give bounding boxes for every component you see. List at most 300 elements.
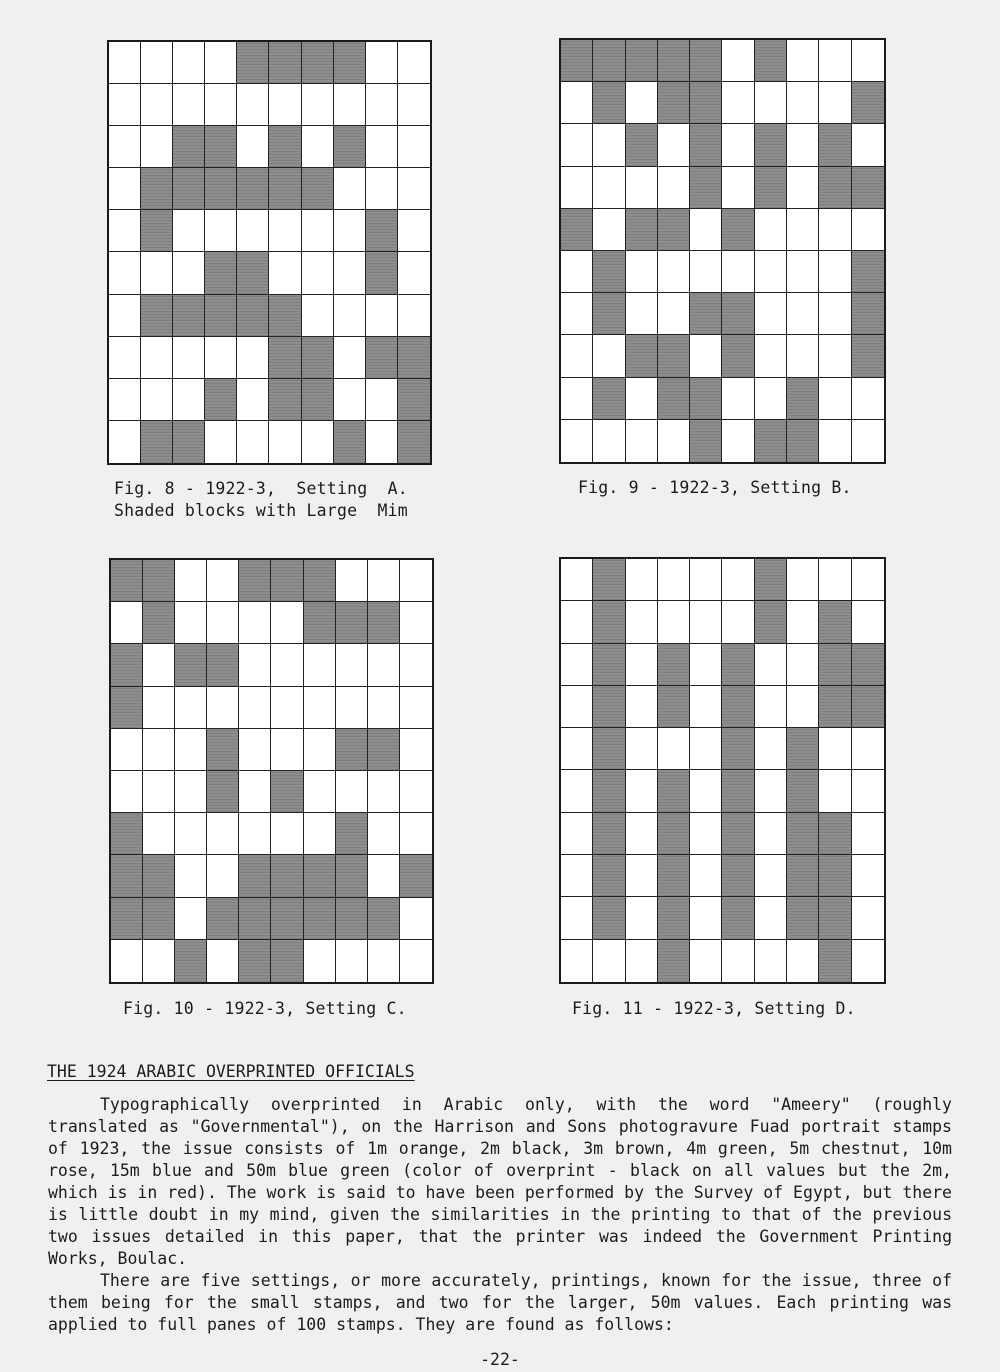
blank-block bbox=[690, 601, 722, 643]
blank-block bbox=[205, 42, 237, 84]
shaded-block bbox=[207, 644, 239, 686]
blank-block bbox=[334, 337, 366, 379]
blank-block bbox=[304, 771, 336, 813]
blank-block bbox=[755, 293, 787, 335]
blank-block bbox=[207, 940, 239, 982]
blank-block bbox=[755, 82, 787, 124]
blank-block bbox=[593, 209, 625, 251]
shaded-block bbox=[366, 210, 398, 252]
blank-block bbox=[658, 293, 690, 335]
shaded-block bbox=[658, 770, 690, 812]
blank-block bbox=[755, 378, 787, 420]
blank-block bbox=[852, 940, 884, 982]
blank-block bbox=[302, 84, 334, 126]
blank-block bbox=[239, 729, 271, 771]
shaded-block bbox=[237, 252, 269, 294]
setting-grid bbox=[107, 40, 432, 465]
setting-grid bbox=[559, 38, 886, 464]
shaded-block bbox=[658, 82, 690, 124]
blank-block bbox=[755, 770, 787, 812]
blank-block bbox=[626, 601, 658, 643]
blank-block bbox=[336, 771, 368, 813]
blank-block bbox=[690, 813, 722, 855]
shaded-block bbox=[626, 335, 658, 377]
shaded-block bbox=[143, 560, 175, 602]
blank-block bbox=[366, 379, 398, 421]
shaded-block bbox=[561, 209, 593, 251]
blank-block bbox=[400, 813, 432, 855]
shaded-block bbox=[658, 40, 690, 82]
blank-block bbox=[175, 771, 207, 813]
shaded-block bbox=[658, 209, 690, 251]
shaded-block bbox=[398, 337, 430, 379]
blank-block bbox=[658, 728, 690, 770]
blank-block bbox=[173, 252, 205, 294]
shaded-block bbox=[269, 379, 301, 421]
shaded-block bbox=[658, 855, 690, 897]
blank-block bbox=[111, 940, 143, 982]
shaded-block bbox=[755, 601, 787, 643]
shaded-block bbox=[271, 940, 303, 982]
blank-block bbox=[109, 42, 141, 84]
blank-block bbox=[269, 210, 301, 252]
blank-block bbox=[207, 855, 239, 897]
blank-block bbox=[561, 82, 593, 124]
blank-block bbox=[205, 421, 237, 463]
blank-block bbox=[336, 940, 368, 982]
blank-block bbox=[658, 124, 690, 166]
paragraph: Typographically overprinted in Arabic only, with the word "Ameery" (roughly translated as "Governmental"), on the Harrison and Sons photogravure Fuad portrait stamps of 1923, the issue consists of 1m orange, 2m black, 3m brown, 4m green, 5m chestnut, 10m rose, 15m blue and 50m blue green (color of overprint - black on all values but the 2m, which is in red). The work is said to have been performed by the Survey of Egypt, but there is little doubt in my mind, given the similarities in the printing to that of the previous two issues detailed in this paper, that the printer was indeed the Government Printing Works, Boulac. bbox=[48, 1095, 952, 1268]
shaded-block bbox=[787, 770, 819, 812]
shaded-block bbox=[111, 813, 143, 855]
shaded-block bbox=[593, 293, 625, 335]
shaded-block bbox=[852, 167, 884, 209]
shaded-block bbox=[141, 210, 173, 252]
setting-grid bbox=[559, 557, 886, 984]
blank-block bbox=[626, 686, 658, 728]
blank-block bbox=[334, 252, 366, 294]
blank-block bbox=[852, 124, 884, 166]
blank-block bbox=[561, 420, 593, 462]
shaded-block bbox=[269, 126, 301, 168]
figure-caption: Fig. 10 - 1922-3, Setting C. bbox=[123, 999, 407, 1018]
blank-block bbox=[336, 644, 368, 686]
blank-block bbox=[722, 40, 754, 82]
shaded-block bbox=[271, 898, 303, 940]
blank-block bbox=[852, 420, 884, 462]
blank-block bbox=[237, 84, 269, 126]
shaded-block bbox=[173, 295, 205, 337]
blank-block bbox=[755, 728, 787, 770]
shaded-block bbox=[819, 124, 851, 166]
blank-block bbox=[593, 167, 625, 209]
blank-block bbox=[400, 729, 432, 771]
blank-block bbox=[173, 42, 205, 84]
blank-block bbox=[819, 728, 851, 770]
shaded-block bbox=[722, 728, 754, 770]
shaded-block bbox=[304, 898, 336, 940]
blank-block bbox=[561, 167, 593, 209]
blank-block bbox=[626, 940, 658, 982]
shaded-block bbox=[239, 898, 271, 940]
shaded-block bbox=[237, 295, 269, 337]
shaded-block bbox=[398, 421, 430, 463]
blank-block bbox=[141, 126, 173, 168]
blank-block bbox=[269, 84, 301, 126]
blank-block bbox=[626, 378, 658, 420]
blank-block bbox=[398, 210, 430, 252]
blank-block bbox=[819, 378, 851, 420]
blank-block bbox=[366, 421, 398, 463]
blank-block bbox=[658, 167, 690, 209]
blank-block bbox=[239, 644, 271, 686]
shaded-block bbox=[207, 898, 239, 940]
blank-block bbox=[368, 940, 400, 982]
blank-block bbox=[368, 644, 400, 686]
blank-block bbox=[143, 940, 175, 982]
blank-block bbox=[237, 421, 269, 463]
blank-block bbox=[271, 729, 303, 771]
shaded-block bbox=[722, 855, 754, 897]
blank-block bbox=[336, 687, 368, 729]
shaded-block bbox=[658, 940, 690, 982]
shaded-block bbox=[173, 126, 205, 168]
blank-block bbox=[561, 251, 593, 293]
blank-block bbox=[690, 897, 722, 939]
blank-block bbox=[561, 124, 593, 166]
shaded-block bbox=[626, 209, 658, 251]
blank-block bbox=[143, 771, 175, 813]
blank-block bbox=[593, 940, 625, 982]
blank-block bbox=[852, 728, 884, 770]
page-number: -22- bbox=[480, 1350, 520, 1369]
blank-block bbox=[787, 209, 819, 251]
shaded-block bbox=[400, 855, 432, 897]
blank-block bbox=[593, 420, 625, 462]
blank-block bbox=[787, 167, 819, 209]
blank-block bbox=[141, 337, 173, 379]
blank-block bbox=[626, 82, 658, 124]
blank-block bbox=[561, 897, 593, 939]
blank-block bbox=[143, 687, 175, 729]
blank-block bbox=[366, 168, 398, 210]
blank-block bbox=[626, 293, 658, 335]
shaded-block bbox=[205, 126, 237, 168]
blank-block bbox=[690, 644, 722, 686]
blank-block bbox=[366, 84, 398, 126]
blank-block bbox=[626, 813, 658, 855]
shaded-block bbox=[205, 252, 237, 294]
blank-block bbox=[334, 168, 366, 210]
shaded-block bbox=[304, 560, 336, 602]
blank-block bbox=[755, 251, 787, 293]
figure-caption: Fig. 11 - 1922-3, Setting D. bbox=[572, 999, 856, 1018]
shaded-block bbox=[336, 898, 368, 940]
blank-block bbox=[690, 209, 722, 251]
shaded-block bbox=[175, 644, 207, 686]
blank-block bbox=[561, 601, 593, 643]
blank-block bbox=[109, 126, 141, 168]
shaded-block bbox=[336, 855, 368, 897]
blank-block bbox=[400, 644, 432, 686]
blank-block bbox=[175, 729, 207, 771]
shaded-block bbox=[239, 560, 271, 602]
figure-caption: Fig. 9 - 1922-3, Setting B. bbox=[578, 478, 852, 497]
shaded-block bbox=[334, 126, 366, 168]
shaded-block bbox=[143, 855, 175, 897]
shaded-block bbox=[852, 644, 884, 686]
blank-block bbox=[239, 813, 271, 855]
shaded-block bbox=[755, 167, 787, 209]
blank-block bbox=[852, 559, 884, 601]
shaded-block bbox=[852, 82, 884, 124]
shaded-block bbox=[111, 560, 143, 602]
blank-block bbox=[269, 421, 301, 463]
blank-block bbox=[400, 898, 432, 940]
blank-block bbox=[561, 378, 593, 420]
blank-block bbox=[787, 644, 819, 686]
blank-block bbox=[400, 602, 432, 644]
blank-block bbox=[787, 251, 819, 293]
shaded-block bbox=[205, 168, 237, 210]
shaded-block bbox=[755, 420, 787, 462]
blank-block bbox=[787, 601, 819, 643]
blank-block bbox=[205, 84, 237, 126]
section-heading: THE 1924 ARABIC OVERPRINTED OFFICIALS bbox=[47, 1062, 415, 1081]
shaded-block bbox=[722, 686, 754, 728]
blank-block bbox=[561, 728, 593, 770]
shaded-block bbox=[690, 293, 722, 335]
blank-block bbox=[398, 252, 430, 294]
blank-block bbox=[109, 252, 141, 294]
shaded-block bbox=[722, 813, 754, 855]
shaded-block bbox=[787, 378, 819, 420]
shaded-block bbox=[787, 420, 819, 462]
blank-block bbox=[722, 167, 754, 209]
shaded-block bbox=[593, 559, 625, 601]
blank-block bbox=[304, 813, 336, 855]
blank-block bbox=[366, 295, 398, 337]
shaded-block bbox=[173, 421, 205, 463]
shaded-block bbox=[271, 771, 303, 813]
blank-block bbox=[271, 813, 303, 855]
shaded-block bbox=[205, 295, 237, 337]
shaded-block bbox=[269, 42, 301, 84]
blank-block bbox=[398, 126, 430, 168]
blank-block bbox=[787, 293, 819, 335]
blank-block bbox=[400, 771, 432, 813]
blank-block bbox=[207, 687, 239, 729]
shaded-block bbox=[690, 40, 722, 82]
blank-block bbox=[207, 560, 239, 602]
paragraph: There are five settings, or more accurately, printings, known for the issue, three of them being for the small stamps, and two for the larger, 50m values. Each printing was applied to full panes of 100 stamps. They are found as follows: bbox=[48, 1271, 952, 1334]
shaded-block bbox=[368, 602, 400, 644]
blank-block bbox=[141, 379, 173, 421]
shaded-block bbox=[658, 897, 690, 939]
blank-block bbox=[626, 251, 658, 293]
blank-block bbox=[143, 644, 175, 686]
blank-block bbox=[561, 940, 593, 982]
blank-block bbox=[302, 252, 334, 294]
shaded-block bbox=[269, 295, 301, 337]
blank-block bbox=[304, 729, 336, 771]
blank-block bbox=[239, 687, 271, 729]
shaded-block bbox=[334, 42, 366, 84]
shaded-block bbox=[787, 728, 819, 770]
blank-block bbox=[819, 420, 851, 462]
blank-block bbox=[368, 560, 400, 602]
shaded-block bbox=[239, 940, 271, 982]
blank-block bbox=[819, 209, 851, 251]
blank-block bbox=[787, 559, 819, 601]
shaded-block bbox=[205, 379, 237, 421]
shaded-block bbox=[302, 379, 334, 421]
shaded-block bbox=[111, 687, 143, 729]
blank-block bbox=[175, 687, 207, 729]
shaded-block bbox=[626, 124, 658, 166]
blank-block bbox=[334, 84, 366, 126]
blank-block bbox=[561, 813, 593, 855]
shaded-block bbox=[593, 378, 625, 420]
blank-block bbox=[111, 602, 143, 644]
blank-block bbox=[690, 728, 722, 770]
blank-block bbox=[819, 251, 851, 293]
shaded-block bbox=[755, 124, 787, 166]
blank-block bbox=[304, 940, 336, 982]
blank-block bbox=[400, 560, 432, 602]
blank-block bbox=[626, 897, 658, 939]
shaded-block bbox=[207, 771, 239, 813]
blank-block bbox=[787, 124, 819, 166]
blank-block bbox=[398, 42, 430, 84]
shaded-block bbox=[755, 559, 787, 601]
blank-block bbox=[755, 335, 787, 377]
shaded-block bbox=[302, 168, 334, 210]
blank-block bbox=[852, 378, 884, 420]
blank-block bbox=[722, 82, 754, 124]
blank-block bbox=[722, 378, 754, 420]
shaded-block bbox=[237, 42, 269, 84]
blank-block bbox=[368, 687, 400, 729]
blank-block bbox=[658, 251, 690, 293]
shaded-block bbox=[787, 813, 819, 855]
blank-block bbox=[111, 729, 143, 771]
blank-block bbox=[561, 559, 593, 601]
shaded-block bbox=[819, 897, 851, 939]
blank-block bbox=[207, 813, 239, 855]
blank-block bbox=[787, 940, 819, 982]
blank-block bbox=[336, 560, 368, 602]
shaded-block bbox=[755, 40, 787, 82]
blank-block bbox=[334, 295, 366, 337]
shaded-block bbox=[852, 251, 884, 293]
shaded-block bbox=[336, 813, 368, 855]
blank-block bbox=[658, 601, 690, 643]
blank-block bbox=[690, 559, 722, 601]
blank-block bbox=[366, 126, 398, 168]
blank-block bbox=[302, 210, 334, 252]
shaded-block bbox=[593, 855, 625, 897]
blank-block bbox=[561, 335, 593, 377]
blank-block bbox=[819, 40, 851, 82]
blank-block bbox=[239, 602, 271, 644]
shaded-block bbox=[819, 813, 851, 855]
blank-block bbox=[334, 210, 366, 252]
shaded-block bbox=[658, 813, 690, 855]
shaded-block bbox=[207, 729, 239, 771]
shaded-block bbox=[593, 686, 625, 728]
blank-block bbox=[366, 42, 398, 84]
blank-block bbox=[237, 337, 269, 379]
shaded-block bbox=[658, 378, 690, 420]
shaded-block bbox=[141, 421, 173, 463]
blank-block bbox=[561, 855, 593, 897]
blank-block bbox=[109, 379, 141, 421]
blank-block bbox=[722, 124, 754, 166]
blank-block bbox=[852, 209, 884, 251]
shaded-block bbox=[141, 295, 173, 337]
shaded-block bbox=[593, 40, 625, 82]
shaded-block bbox=[269, 337, 301, 379]
shaded-block bbox=[722, 293, 754, 335]
blank-block bbox=[271, 602, 303, 644]
shaded-block bbox=[852, 293, 884, 335]
blank-block bbox=[626, 644, 658, 686]
blank-block bbox=[205, 210, 237, 252]
blank-block bbox=[819, 82, 851, 124]
blank-block bbox=[109, 421, 141, 463]
shaded-block bbox=[819, 644, 851, 686]
shaded-block bbox=[111, 898, 143, 940]
setting-grid bbox=[109, 558, 434, 984]
blank-block bbox=[561, 770, 593, 812]
shaded-block bbox=[658, 335, 690, 377]
shaded-block bbox=[398, 379, 430, 421]
blank-block bbox=[787, 82, 819, 124]
blank-block bbox=[755, 686, 787, 728]
shaded-block bbox=[722, 770, 754, 812]
blank-block bbox=[237, 379, 269, 421]
shaded-block bbox=[819, 686, 851, 728]
shaded-block bbox=[304, 855, 336, 897]
blank-block bbox=[561, 644, 593, 686]
shaded-block bbox=[819, 940, 851, 982]
blank-block bbox=[109, 84, 141, 126]
shaded-block bbox=[336, 729, 368, 771]
shaded-block bbox=[593, 770, 625, 812]
blank-block bbox=[141, 42, 173, 84]
blank-block bbox=[819, 335, 851, 377]
blank-block bbox=[271, 687, 303, 729]
shaded-block bbox=[304, 602, 336, 644]
blank-block bbox=[722, 420, 754, 462]
blank-block bbox=[561, 293, 593, 335]
blank-block bbox=[658, 559, 690, 601]
article-body bbox=[48, 1094, 952, 1336]
blank-block bbox=[852, 897, 884, 939]
blank-block bbox=[658, 420, 690, 462]
blank-block bbox=[722, 559, 754, 601]
shaded-block bbox=[593, 601, 625, 643]
blank-block bbox=[368, 855, 400, 897]
shaded-block bbox=[690, 167, 722, 209]
shaded-block bbox=[787, 855, 819, 897]
shaded-block bbox=[658, 644, 690, 686]
shaded-block bbox=[787, 897, 819, 939]
blank-block bbox=[852, 813, 884, 855]
blank-block bbox=[722, 251, 754, 293]
shaded-block bbox=[368, 729, 400, 771]
